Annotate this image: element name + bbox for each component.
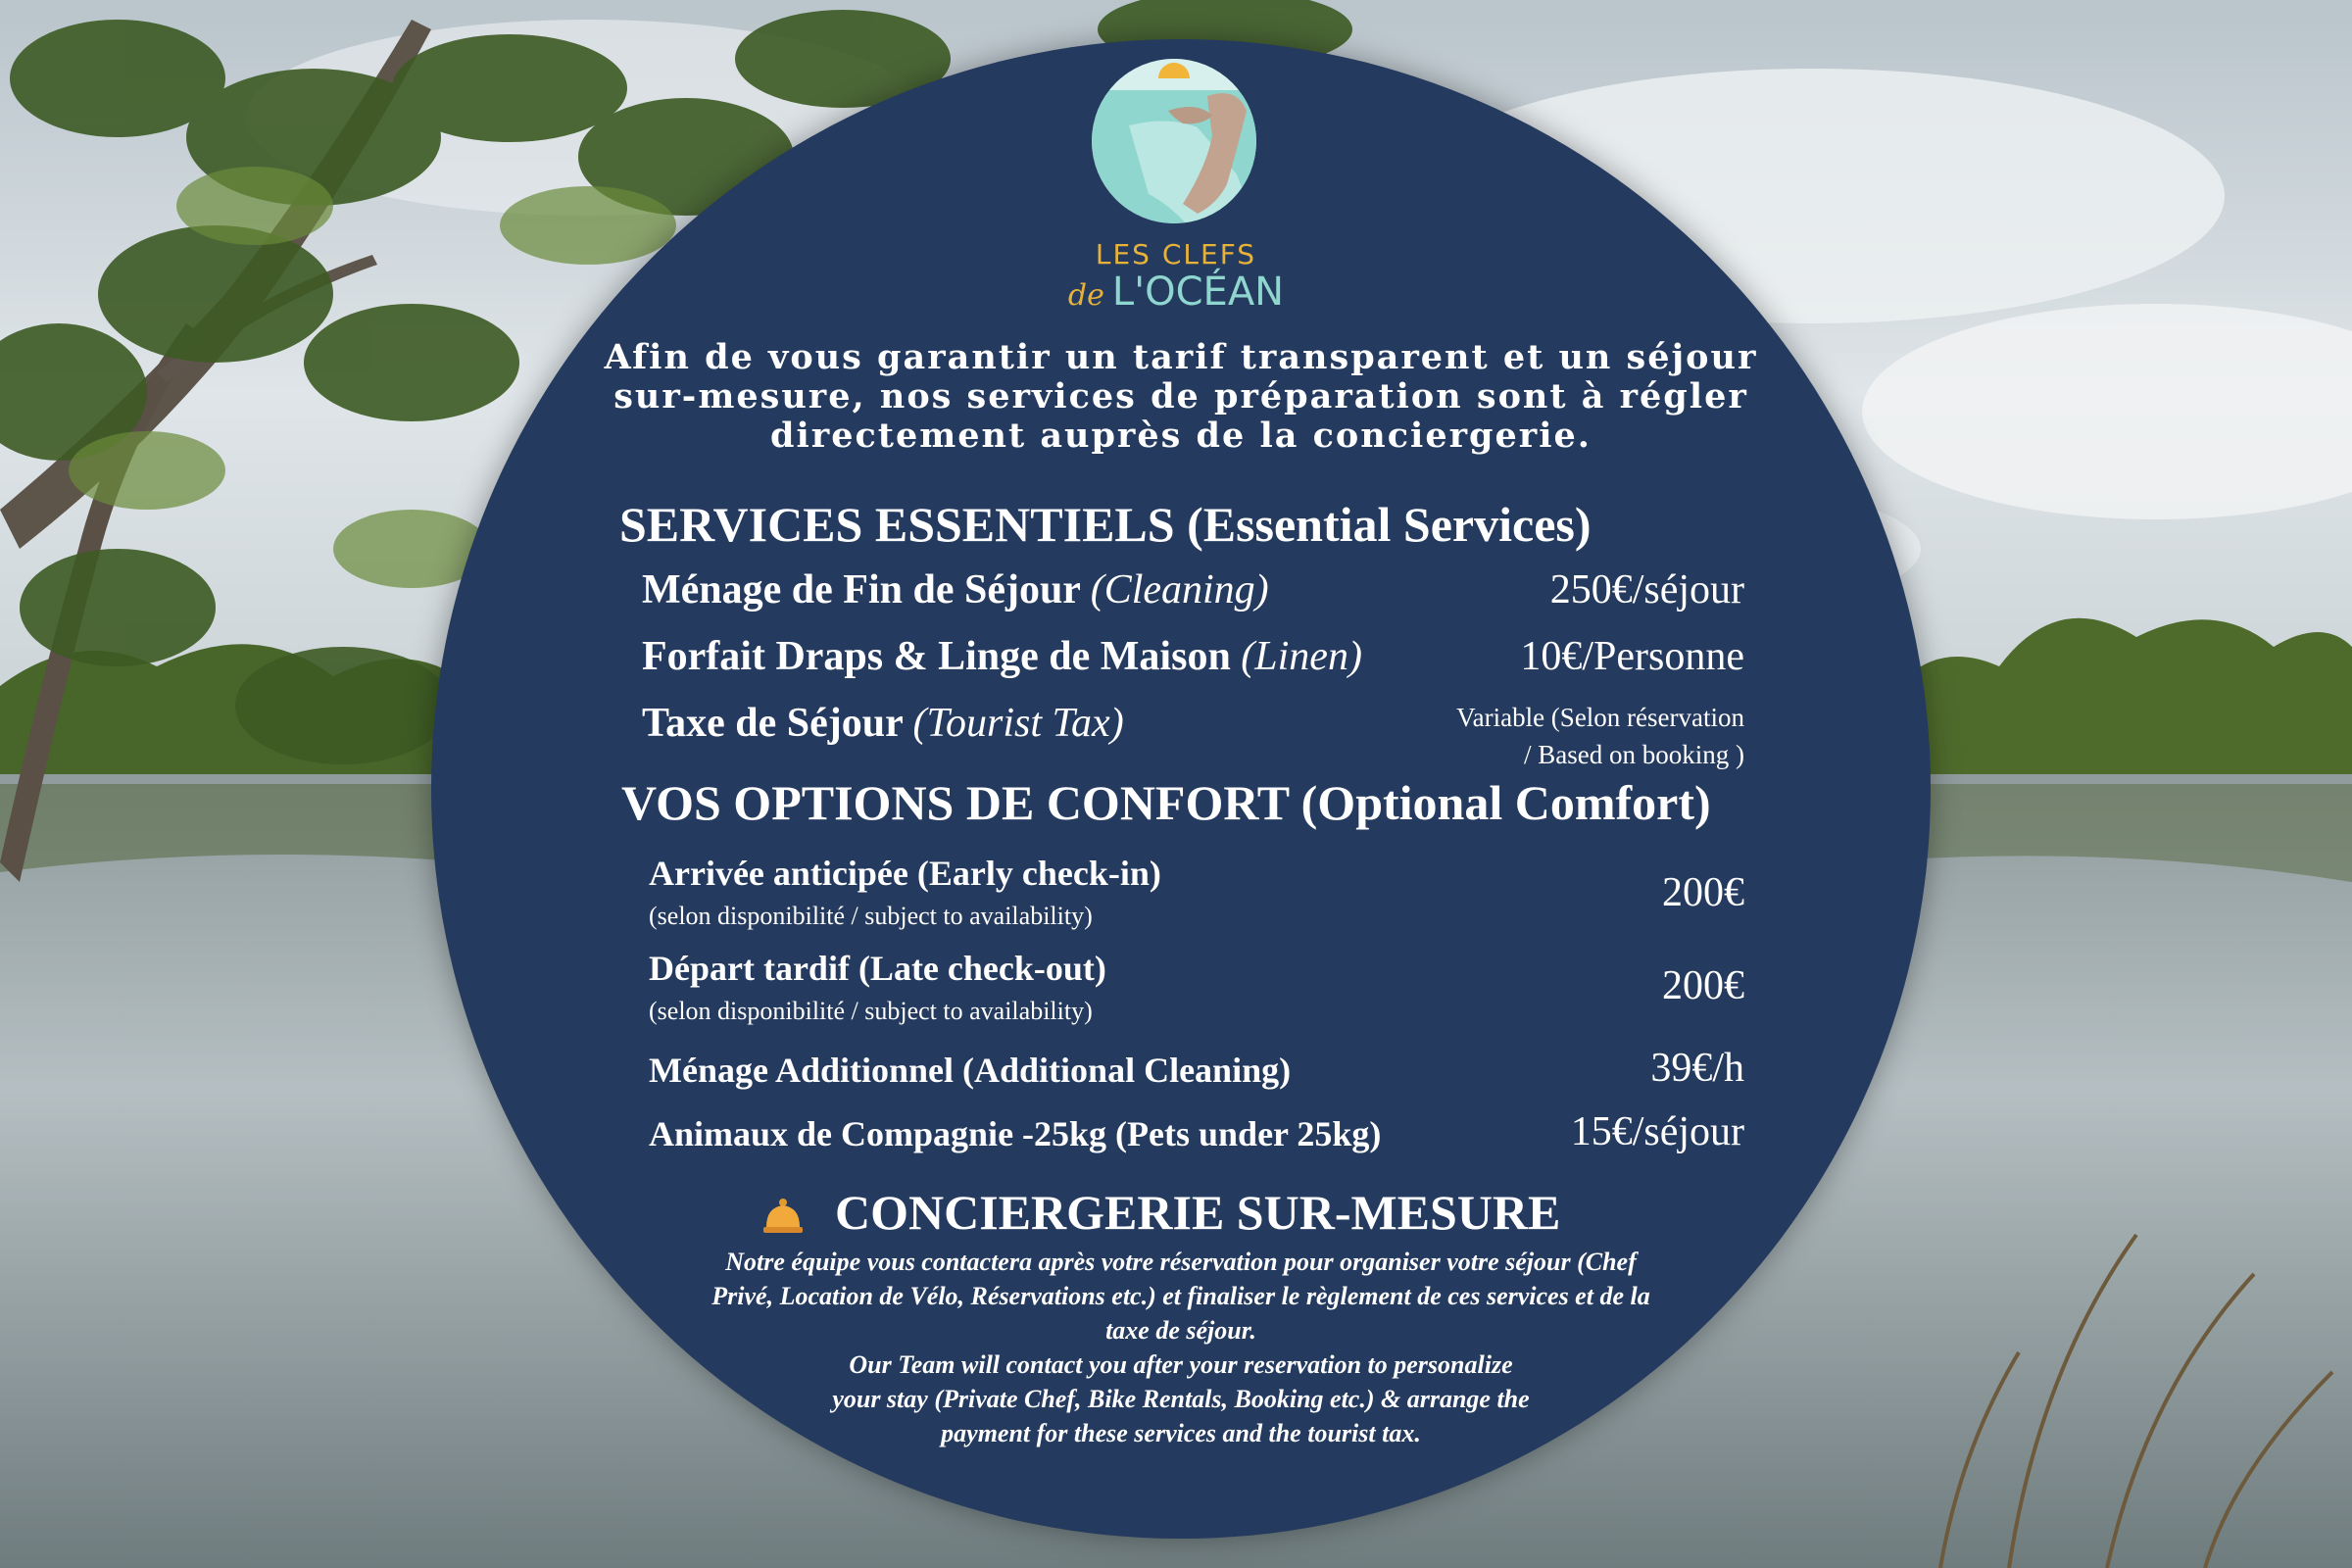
option-pets: Animaux de Compagnie -25kg (Pets under 25kg) — [649, 1114, 1382, 1153]
concierge-fr-line: Privé, Location de Vélo, Réservations etc.) et finaliser le règlement de ces services et de la — [711, 1282, 1650, 1310]
service-name: Ménage de Fin de Séjour — [642, 567, 1081, 612]
bell-icon — [760, 1194, 806, 1239]
optional-comfort-heading: VOS OPTIONS DE CONFORT (Optional Comfort) — [621, 775, 1711, 830]
price-linen: 10€/Personne — [1520, 634, 1744, 679]
service-name: Forfait Draps & Linge de Maison — [642, 634, 1231, 679]
concierge-text — [608, 1245, 1754, 1450]
service-name-en: (Linen) — [1241, 634, 1362, 679]
price-tourist-tax — [1352, 699, 1744, 773]
option-late-checkout-note: (selon disponibilité / subject to availability) — [649, 997, 1093, 1025]
concierge-en-line: your stay (Private Chef, Bike Rentals, Booking etc.) & arrange the — [832, 1385, 1530, 1413]
brand-name-line1: LES CLEFS — [1095, 238, 1257, 270]
concierge-en-line: payment for these services and the tourist tax. — [941, 1419, 1421, 1447]
service-name: Taxe de Séjour — [642, 701, 904, 746]
concierge-en-line: Our Team will contact you after your reservation to personalize — [849, 1350, 1513, 1379]
brand-logo — [1090, 57, 1258, 225]
concierge-fr-line: Notre équipe vous contactera après votre réservation pour organiser votre séjour (Chef — [725, 1248, 1637, 1276]
service-name-en: (Cleaning) — [1090, 567, 1269, 612]
price-late-checkout: 200€ — [1662, 963, 1744, 1008]
service-name-en: (Tourist Tax) — [912, 701, 1124, 746]
price-pets: 15€/séjour — [1570, 1109, 1744, 1154]
service-tourist-tax — [642, 700, 1124, 747]
price-cleaning: 250€/séjour — [1549, 567, 1744, 612]
price-additional-cleaning: 39€/h — [1650, 1046, 1744, 1091]
price-early-checkin: 200€ — [1662, 870, 1744, 915]
price-tourist-tax-line2: / Based on booking ) — [1524, 740, 1744, 769]
option-additional-cleaning: Ménage Additionnel (Additional Cleaning) — [649, 1051, 1292, 1090]
intro-text: Afin de vous garantir un tarif transparent et un séjour sur-mesure, nos services de préparation sont à régler directement auprès de la conciergerie. — [604, 337, 1758, 456]
option-late-checkout: Départ tardif (Late check-out) — [649, 949, 1106, 988]
service-cleaning — [642, 566, 1269, 613]
brand-main: L'OCÉAN — [1111, 270, 1285, 315]
brand-name-line2 — [980, 270, 1372, 315]
brand-prefix: de — [1067, 278, 1104, 313]
option-early-checkin-note: (selon disponibilité / subject to availability) — [649, 902, 1093, 930]
service-linen — [642, 633, 1362, 680]
essential-services-heading: SERVICES ESSENTIELS (Essential Services) — [619, 497, 1592, 552]
concierge-heading: CONCIERGERIE SUR-MESURE — [835, 1185, 1561, 1240]
price-tourist-tax-line1: Variable (Selon réservation — [1456, 703, 1744, 732]
option-early-checkin: Arrivée anticipée (Early check-in) — [649, 854, 1161, 893]
concierge-fr-line: taxe de séjour. — [1105, 1316, 1256, 1345]
